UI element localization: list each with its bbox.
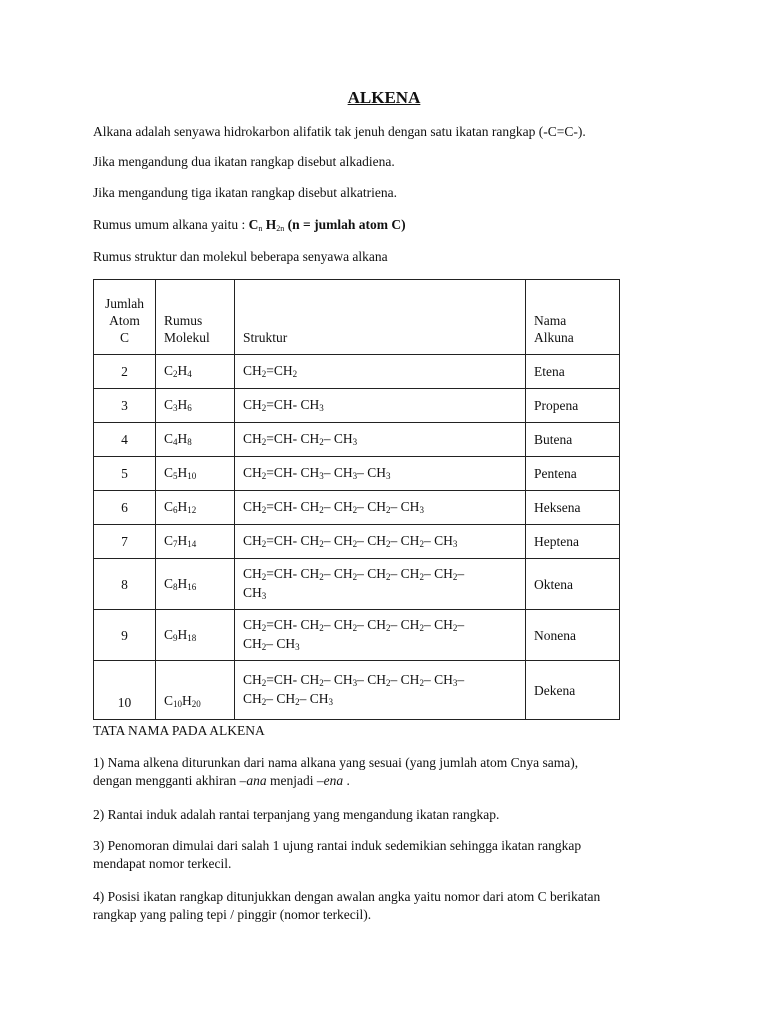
naming-heading: TATA NAMA PADA ALKENA <box>93 723 265 738</box>
structure-part: – CH <box>423 617 453 632</box>
molecular-formula-part: C <box>164 693 174 708</box>
cell-structure <box>235 457 526 491</box>
rule-1-line1: 1) Nama alkena diturunkan dari nama alkana yang sesuai (yang jumlah atom Cnya sama), <box>93 755 579 770</box>
structure-part: 2 <box>292 369 298 379</box>
structure-part: =CH- CH <box>266 672 320 687</box>
molecular-formula-part: C <box>164 363 174 378</box>
cell-molecular-formula <box>156 525 235 559</box>
structure-part: – CH <box>266 691 296 706</box>
cell-name: Dekena <box>526 661 620 720</box>
molecular-formula-part: 6 <box>187 403 192 413</box>
table-row <box>94 661 620 720</box>
suffix-ana: ana <box>246 773 267 788</box>
structure-part: 2 <box>319 505 324 515</box>
cell-name: Heptena <box>526 525 620 559</box>
molecular-formula-part: 12 <box>187 505 197 515</box>
structure-part: – CH <box>323 617 353 632</box>
molecular-formula-part: 9 <box>173 632 178 643</box>
cell-molecular-formula <box>156 661 235 720</box>
header-atom <box>94 280 156 355</box>
structure-part: 2 <box>452 623 458 633</box>
rule-3-line1: 3) Penomoran dimulai dari salah 1 ujung rantai induk sedemikian sehingga ikatan rangkap <box>93 838 582 853</box>
structure-part: CH <box>243 363 262 378</box>
structure-part: 2 <box>295 697 300 707</box>
structure-part: – CH <box>357 566 387 581</box>
cell-structure <box>235 525 526 559</box>
molecular-formula-part: 6 <box>173 505 178 515</box>
molecular-formula-part: C <box>164 465 174 480</box>
structure-part: – CH <box>357 465 387 480</box>
structure-part: 2 <box>319 623 324 633</box>
structure-part: =CH- CH <box>266 431 320 446</box>
structure-part: 3 <box>419 505 424 515</box>
cell-name: Propena <box>526 389 620 423</box>
cell-molecular-formula <box>156 559 235 610</box>
molecular-formula-part: C <box>164 626 174 642</box>
structure-part: 2 <box>419 623 424 633</box>
structure-part: – CH <box>323 431 353 446</box>
structure-part: =CH- CH <box>266 397 320 412</box>
molecular-formula-part: 10 <box>173 699 183 709</box>
rule-3-line2: mendapat nomor terkecil. <box>93 856 232 871</box>
structure-part: 3 <box>352 437 358 447</box>
header-atom-line3: C <box>119 330 129 345</box>
molecular-formula-part: 4 <box>173 437 178 447</box>
structure-part: 2 <box>319 539 324 549</box>
structure-part: – CH <box>323 499 353 514</box>
structure-part: CH <box>243 465 262 480</box>
molecular-formula-part: H <box>177 499 188 514</box>
molecular-formula-part: H <box>177 363 188 378</box>
structure-part: 2 <box>261 572 267 582</box>
cell-structure <box>235 491 526 525</box>
table-row <box>94 389 620 423</box>
structure-part: 3 <box>352 471 358 481</box>
structure-part: 2 <box>386 678 391 688</box>
structure-part: – <box>457 566 465 581</box>
structure-part: =CH <box>266 363 293 378</box>
cell-name: Pentena <box>526 457 620 491</box>
structure-part: 2 <box>419 678 424 688</box>
cell-structure <box>235 355 526 389</box>
molecular-formula-part: H <box>177 575 188 591</box>
table-row <box>94 491 620 525</box>
structure-part: 2 <box>386 572 391 582</box>
cell-molecular-formula <box>156 457 235 491</box>
cell-atom-count: 4 <box>94 423 156 457</box>
general-formula <box>93 216 406 236</box>
structure-part: 2 <box>261 642 267 652</box>
table-row <box>94 610 620 661</box>
structure-part: 2 <box>261 437 267 447</box>
structure-part: 2 <box>261 403 267 413</box>
structure-part: CH <box>243 431 262 446</box>
molecular-formula-part: H <box>177 431 188 446</box>
molecular-formula-part: 16 <box>187 581 197 592</box>
intro-paragraph-2: Jika mengandung dua ikatan rangkap disebut alkadiena. <box>93 154 395 169</box>
structure-part: 3 <box>452 678 458 688</box>
structure-part: 2 <box>261 697 267 707</box>
molecular-formula-part: 7 <box>173 539 178 549</box>
cell-atom-count: 8 <box>94 559 156 610</box>
structure-part: – CH <box>390 533 420 548</box>
table-row <box>94 457 620 491</box>
cell-atom-count: 7 <box>94 525 156 559</box>
rule-4 <box>93 888 673 924</box>
cell-atom-count: 9 <box>94 610 156 661</box>
structure-part: 3 <box>452 539 458 549</box>
molecular-formula-part: 3 <box>173 403 178 413</box>
molecular-formula-part: 20 <box>191 699 201 709</box>
cell-atom-count: 6 <box>94 491 156 525</box>
molecular-formula-part: 8 <box>187 437 192 447</box>
structure-part: 2 <box>386 539 391 549</box>
rule-4-line2: rangkap yang paling tepi / pinggir (nomor terkecil). <box>93 907 372 922</box>
cell-atom-count: 3 <box>94 389 156 423</box>
cell-structure <box>235 559 526 610</box>
cell-atom-count: 5 <box>94 457 156 491</box>
molecular-formula-part: H <box>177 465 188 480</box>
structure-part: – CH <box>357 533 387 548</box>
structure-part: 2 <box>319 572 324 582</box>
molecular-formula-part: H <box>177 397 188 412</box>
structure-part: 2 <box>386 623 391 633</box>
structure-part: 2 <box>261 623 267 633</box>
header-molekul-line1: Rumus <box>164 313 203 328</box>
cell-structure <box>235 423 526 457</box>
rule-4-line1: 4) Posisi ikatan rangkap ditunjukkan dengan awalan angka yaitu nomor dari atom C berikatan <box>93 889 601 904</box>
rule-1-line2 <box>93 772 673 790</box>
structure-part: =CH- CH <box>266 499 320 514</box>
structure-part: 3 <box>319 403 324 413</box>
header-atom-line1: Jumlah <box>105 296 144 311</box>
formula-prefix: Rumus umum alkana yaitu : <box>93 217 246 232</box>
intro-paragraph-3: Jika mengandung tiga ikatan rangkap disebut alkatriena. <box>93 185 398 200</box>
structure-part: 2 <box>261 505 267 515</box>
header-nama-line2: Alkuna <box>534 330 574 345</box>
page-title: ALKENA <box>347 88 421 107</box>
structure-part: 3 <box>352 678 358 688</box>
structure-part: CH <box>243 672 262 687</box>
table-header-row <box>94 280 620 355</box>
cell-name: Etena <box>526 355 620 389</box>
structure-part: CH <box>243 566 262 581</box>
molecular-formula-part: 8 <box>173 581 178 592</box>
table-row <box>94 525 620 559</box>
structure-part: CH <box>243 499 262 514</box>
cell-molecular-formula <box>156 491 235 525</box>
header-struktur-label: Struktur <box>243 330 288 345</box>
structure-part: CH <box>243 617 262 632</box>
structure-part: 2 <box>419 539 424 549</box>
cell-molecular-formula <box>156 355 235 389</box>
cell-molecular-formula <box>156 610 235 661</box>
structure-part: – CH <box>323 533 353 548</box>
structure-part: =CH- CH <box>266 465 320 480</box>
cell-name: Oktena <box>526 559 620 610</box>
structure-part: 2 <box>352 505 358 515</box>
structure-part: – CH <box>390 566 420 581</box>
structure-part: 2 <box>386 505 391 515</box>
molecular-formula-part: 5 <box>173 471 178 481</box>
structure-part: CH <box>243 397 262 412</box>
intro-paragraph-1: Alkana adalah senyawa hidrokarbon alifatik tak jenuh dengan satu ikatan rangkap (-C=C-). <box>93 124 586 139</box>
cell-structure <box>235 610 526 661</box>
structure-part: =CH- CH <box>266 617 320 632</box>
structure-part: 3 <box>328 697 334 707</box>
structure-part: 2 <box>352 623 358 633</box>
rule-1-text-c: . <box>343 773 350 788</box>
molecular-formula-part: H <box>177 626 188 642</box>
cell-molecular-formula <box>156 389 235 423</box>
structure-part: – CH <box>423 533 453 548</box>
table-row <box>94 423 620 457</box>
cell-structure <box>235 661 526 720</box>
structure-part: =CH- CH <box>266 566 320 581</box>
structure-part: – <box>457 672 465 687</box>
structure-part: 2 <box>319 437 324 447</box>
rule-2: 2) Rantai induk adalah rantai terpanjang yang mengandung ikatan rangkap. <box>93 807 500 822</box>
suffix-ena: ena <box>323 773 344 788</box>
cell-atom-count: 2 <box>94 355 156 389</box>
header-nama <box>526 280 620 355</box>
structure-part: – CH <box>357 672 387 687</box>
cell-atom-count: 10 <box>94 661 156 720</box>
cell-molecular-formula <box>156 423 235 457</box>
molecular-formula-part: C <box>164 499 174 514</box>
molecular-formula-part: C <box>164 397 174 412</box>
header-atom-line2: Atom <box>109 313 140 328</box>
structure-part: CH <box>243 533 262 548</box>
cell-name: Heksena <box>526 491 620 525</box>
structure-part: – CH <box>299 691 329 706</box>
header-nama-line1: Nama <box>534 313 567 328</box>
structure-part: – CH <box>323 465 353 480</box>
table-row <box>94 355 620 389</box>
structure-part: – CH <box>423 672 453 687</box>
structure-part: – CH <box>266 636 296 651</box>
structure-part: 2 <box>352 572 358 582</box>
structure-part: 2 <box>261 369 267 379</box>
structure-part: 3 <box>261 591 267 601</box>
structure-part: 2 <box>352 539 358 549</box>
molecular-formula-part: C <box>164 533 174 548</box>
structure-part: 3 <box>319 471 324 481</box>
cell-name: Butena <box>526 423 620 457</box>
rule-1-text-b: menjadi – <box>266 773 324 788</box>
header-molekul <box>156 280 235 355</box>
molecular-formula-part: 18 <box>187 632 197 643</box>
molecular-formula-part: 10 <box>187 471 197 481</box>
structure-part: CH <box>243 691 262 706</box>
structure-part: 2 <box>261 678 267 688</box>
molecular-formula-part: H <box>182 693 192 708</box>
molecular-formula-part: C <box>164 575 174 591</box>
header-struktur <box>235 280 526 355</box>
structure-part: – CH <box>357 617 387 632</box>
cell-structure <box>235 389 526 423</box>
structure-part: – CH <box>390 499 420 514</box>
structure-part: 2 <box>419 572 424 582</box>
formula-h-sub: 2n <box>276 224 285 233</box>
formula-c: C <box>248 217 259 232</box>
formula-h: H <box>265 217 277 232</box>
structure-part: =CH- CH <box>266 533 320 548</box>
table-row <box>94 559 620 610</box>
structure-part: 3 <box>295 642 300 652</box>
molecular-formula-part: H <box>177 533 188 548</box>
structure-part: 2 <box>261 539 267 549</box>
molecular-formula-part: 14 <box>187 539 197 549</box>
structure-part: – CH <box>390 672 420 687</box>
molecular-formula-part: C <box>164 431 174 446</box>
structure-part: 2 <box>319 678 324 688</box>
rule-1 <box>93 754 673 790</box>
header-molekul-line2: Molekul <box>164 330 210 345</box>
molecular-formula-part: 4 <box>187 369 192 379</box>
formula-note: (n = jumlah atom C) <box>287 217 406 232</box>
structure-part: – <box>457 617 465 632</box>
structure-part: 2 <box>261 471 267 481</box>
structure-part: – CH <box>390 617 420 632</box>
structure-part: 2 <box>452 572 458 582</box>
molecular-formula-part: 2 <box>173 369 178 379</box>
formula-c-sub: n <box>258 224 263 233</box>
structure-part: 3 <box>386 471 391 481</box>
structure-part: – CH <box>323 672 353 687</box>
structure-part: CH <box>243 636 262 651</box>
cell-name: Nonena <box>526 610 620 661</box>
rule-1-text-a: dengan mengganti akhiran – <box>93 773 247 788</box>
table-intro: Rumus struktur dan molekul beberapa senyawa alkana <box>93 249 388 264</box>
structure-part: CH <box>243 585 262 600</box>
structure-part: – CH <box>423 566 453 581</box>
structure-part: – CH <box>323 566 353 581</box>
rule-3 <box>93 837 673 873</box>
alkene-table <box>93 279 620 720</box>
structure-part: – CH <box>357 499 387 514</box>
